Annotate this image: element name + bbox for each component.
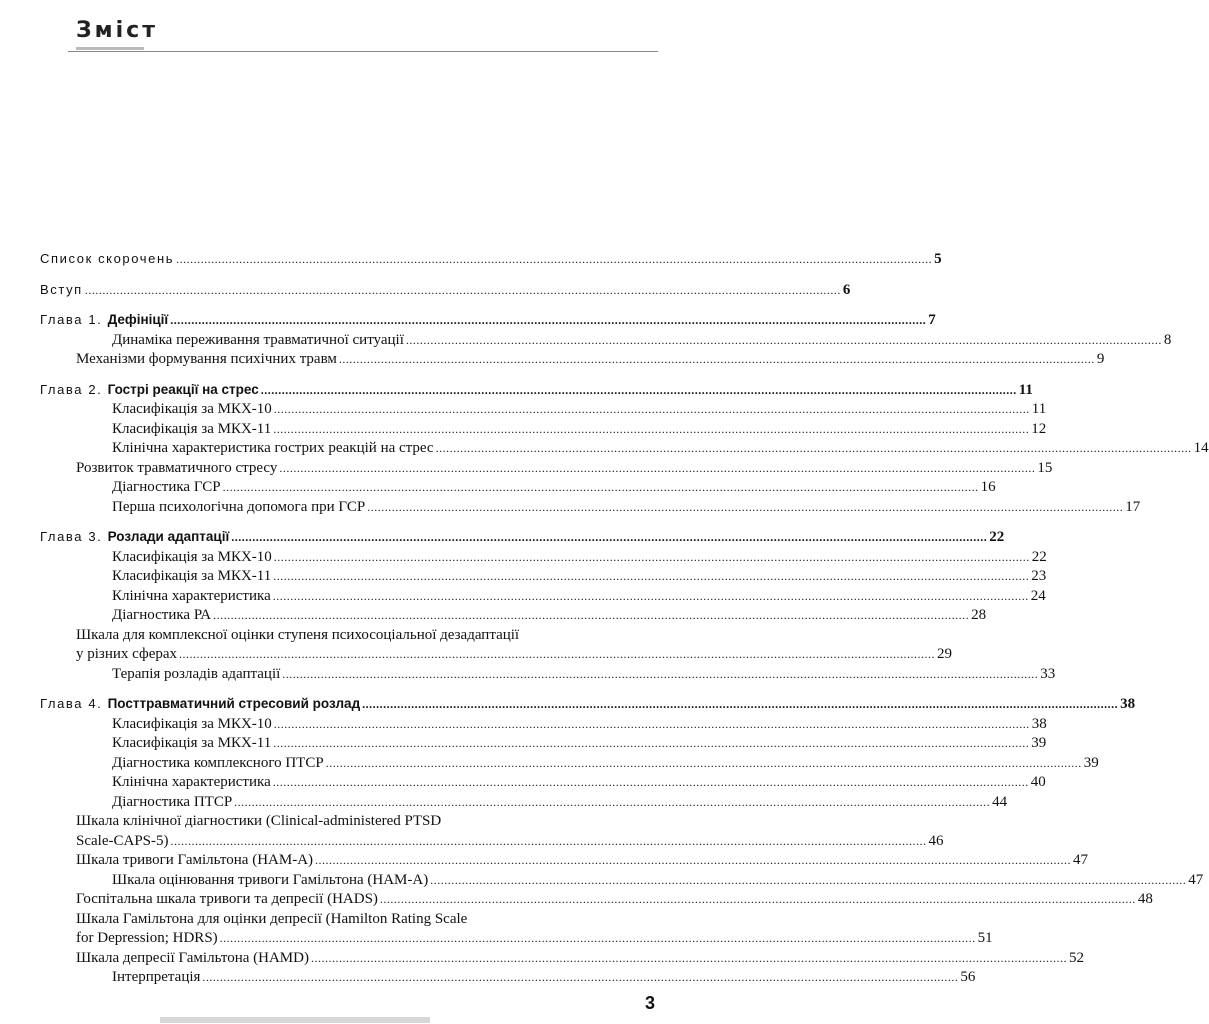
toc-page-number: 17 — [1125, 498, 1141, 515]
toc-entry[interactable] — [40, 568, 1047, 588]
toc-entry-label: Клінічна характеристика гострих реакцій на стрес — [112, 440, 434, 456]
toc-page-number: 11 — [1031, 401, 1047, 417]
toc-entry-abbreviations[interactable] — [40, 251, 942, 271]
toc-chapter-label — [40, 312, 168, 327]
toc-chapter-1[interactable] — [40, 312, 936, 332]
toc-entry-intro[interactable] — [40, 281, 851, 302]
toc-page-number: 11 — [1018, 381, 1033, 398]
footer-fragment — [160, 1017, 430, 1023]
toc-entry[interactable] — [40, 548, 1047, 569]
toc-entry-label: у різних сферах — [76, 646, 178, 662]
toc-page-number: 39 — [1083, 754, 1099, 771]
toc-page-number: 5 — [934, 251, 942, 267]
toc-page-number: 8 — [1163, 331, 1172, 348]
toc-entry-label: Діагностика ПТСР — [112, 793, 233, 810]
toc-leader — [367, 500, 1123, 515]
toc-leader — [220, 931, 976, 946]
chapter-title: Дефініції — [107, 312, 169, 327]
page-title: Зміст — [76, 18, 158, 43]
toc-entry-label: Класифікація за МКХ-11 — [112, 568, 272, 584]
page-header — [0, 0, 731, 60]
toc-leader — [213, 608, 969, 623]
toc-entry-label: Діагностика комплексного ПТСР — [112, 754, 324, 771]
toc-page-number: 47 — [1073, 852, 1089, 868]
toc-leader — [179, 647, 935, 662]
toc-leader — [436, 441, 1192, 456]
toc-leader — [406, 333, 1162, 348]
chapter-title: Гострі реакції на стрес — [107, 381, 259, 397]
toc-leader — [273, 569, 1029, 584]
toc-page-number: 24 — [1030, 587, 1046, 604]
toc-entry[interactable] — [40, 401, 1047, 421]
toc-entry-line1: Шкала Гамільтона для оцінки депресії (Hamilton Rating Scale — [76, 910, 468, 927]
toc-entry-label: for Depression; HDRS) — [76, 930, 218, 946]
toc-chapter-4[interactable] — [40, 696, 1136, 716]
toc-entry-label: Інтерпретація — [112, 969, 201, 985]
toc-entry-label: Механізми формування психічних травм — [76, 351, 337, 367]
chapter-prefix: Глава 4. — [40, 696, 103, 711]
toc-entry[interactable] — [40, 754, 1099, 775]
toc-entry[interactable] — [40, 440, 1209, 460]
toc-leader — [170, 313, 926, 328]
toc-entry-label: Діагностика РА — [112, 607, 212, 623]
toc-entry-label: Розвиток травматичного стресу — [76, 459, 278, 476]
toc-chapter-3[interactable] — [40, 529, 1005, 549]
toc-leader — [315, 853, 1071, 868]
toc-entry[interactable] — [40, 459, 1053, 480]
toc-leader — [362, 697, 1118, 712]
toc-group-chapter-3 — [40, 529, 1056, 685]
toc-entry[interactable] — [40, 852, 1089, 872]
toc-page-number: 52 — [1068, 949, 1084, 966]
chapter-prefix: Глава 1. — [40, 312, 103, 327]
toc-page-number: 22 — [1031, 548, 1047, 565]
toc-entry-line1: Шкала для комплексної оцінки ступеня психосоціальної дезадаптації — [76, 626, 520, 643]
toc-entry[interactable] — [40, 735, 1047, 755]
toc-leader — [261, 383, 1017, 398]
toc-entry-label: Терапія розладів адаптації — [112, 665, 281, 682]
toc-entry-label: Клінічна характеристика — [112, 774, 271, 790]
toc-page-number: 9 — [1096, 351, 1105, 367]
toc-chapter-2[interactable] — [40, 381, 1033, 402]
toc-entry-label: Діагностика ГСР — [112, 479, 221, 495]
toc-entry-label: Класифікація за МКХ-10 — [112, 548, 272, 565]
toc-entry[interactable] — [40, 774, 1046, 794]
toc-leader — [380, 892, 1136, 907]
toc-entry[interactable] — [40, 420, 1047, 441]
toc-chapter-label — [40, 382, 259, 397]
toc-entry[interactable] — [40, 871, 1204, 892]
toc-entry[interactable] — [40, 498, 1141, 519]
toc-page-number: 47 — [1188, 871, 1204, 888]
toc-leader — [231, 530, 987, 545]
toc-leader — [279, 461, 1035, 476]
toc-page-number: 23 — [1031, 568, 1047, 584]
toc-group-chapter-4 — [40, 696, 1204, 989]
toc-page-number: 56 — [960, 969, 976, 985]
toc-leader — [311, 951, 1067, 966]
toc-entry[interactable] — [40, 891, 1153, 911]
toc-page-number: 38 — [1031, 715, 1047, 732]
toc-page-number: 51 — [977, 930, 993, 946]
toc-entry[interactable] — [40, 665, 1056, 686]
toc-page-number: 46 — [928, 832, 944, 849]
toc-entry-label: Класифікація за МКХ-10 — [112, 401, 272, 417]
toc-leader — [176, 252, 932, 267]
toc-page-number: 22 — [989, 529, 1005, 545]
header-rule — [68, 51, 658, 52]
toc-entry-label: Класифікація за МКХ-10 — [112, 715, 272, 732]
toc-page-number: 39 — [1031, 735, 1047, 751]
toc-entry-label: Шкала оцінювання тривоги Гамільтона (НАМ-А) — [112, 871, 429, 888]
toc-entry-label: Госпітальна шкала тривоги та депресії (HADS) — [76, 891, 378, 907]
toc-entry-label: Класифікація за МКХ-11 — [112, 420, 272, 437]
toc-entry-label: Шкала тривоги Гамільтона (НАМ-А) — [76, 852, 314, 868]
toc-entry[interactable] — [40, 715, 1047, 736]
chapter-prefix: Глава 3. — [40, 529, 103, 544]
toc-entry-label: Динаміка переживання травматичної ситуації — [112, 331, 404, 348]
table-of-contents — [40, 251, 1209, 1000]
toc-entry[interactable] — [40, 587, 1046, 608]
toc-leader — [430, 873, 1186, 888]
toc-leader — [171, 834, 927, 849]
toc-entry-label: Перша психологічна допомога при ГСР — [112, 498, 366, 515]
toc-entry[interactable] — [40, 607, 987, 627]
toc-leader — [273, 736, 1029, 751]
toc-page-number: 48 — [1137, 891, 1153, 907]
toc-page-number: 38 — [1120, 696, 1136, 712]
toc-entry[interactable] — [40, 793, 1008, 814]
toc-leader — [326, 756, 1082, 771]
title-underline — [76, 47, 144, 50]
toc-leader — [273, 775, 1029, 790]
toc-page-number: 14 — [1193, 440, 1209, 456]
toc-leader — [85, 283, 841, 298]
toc-entry[interactable] — [40, 479, 996, 499]
toc-chapter-label — [40, 696, 360, 711]
toc-entry[interactable] — [40, 351, 1105, 371]
toc-page-number: 15 — [1037, 459, 1053, 476]
toc-entry-label: Шкала депресії Гамільтона (HAMD) — [76, 949, 309, 966]
toc-page-number: 16 — [980, 479, 996, 495]
toc-page-number: 7 — [928, 312, 936, 328]
toc-leader — [223, 480, 979, 495]
toc-entry-label: Класифікація за МКХ-11 — [112, 735, 272, 751]
chapter-prefix: Глава 2. — [40, 381, 103, 397]
toc-leader — [339, 352, 1095, 367]
toc-leader — [274, 717, 1030, 732]
toc-leader — [202, 970, 958, 985]
toc-page-number: 6 — [842, 281, 851, 298]
page-number: 3 — [645, 993, 656, 1013]
toc-leader — [273, 422, 1029, 437]
toc-leader — [274, 550, 1030, 565]
toc-entry[interactable] — [40, 949, 1084, 970]
toc-entry[interactable] — [40, 969, 976, 989]
toc-entry-line1: Шкала клінічної діагностики (Clinical-administered PTSD — [76, 813, 442, 829]
toc-entry[interactable] — [40, 832, 944, 853]
toc-page-number: 12 — [1031, 420, 1047, 437]
toc-leader — [273, 589, 1029, 604]
toc-group-chapter-2 — [40, 381, 1209, 519]
toc-page-number: 29 — [937, 646, 953, 662]
toc-leader — [274, 402, 1030, 417]
toc-page-number: 40 — [1030, 774, 1046, 790]
toc-page-number: 28 — [971, 607, 987, 623]
toc-entry[interactable] — [40, 331, 1172, 352]
toc-chapter-label — [40, 529, 229, 544]
toc-group-intro — [40, 281, 851, 302]
toc-page-number: 44 — [992, 793, 1008, 810]
toc-group-chapter-1 — [40, 312, 1172, 371]
toc-leader — [282, 667, 1038, 682]
chapter-title: Посттравматичний стресовий розлад — [107, 696, 361, 711]
toc-entry-label: Вступ — [40, 281, 83, 297]
toc-entry[interactable] — [40, 930, 993, 950]
toc-page-number: 33 — [1040, 665, 1056, 682]
toc-entry-label: Scale-CAPS-5) — [76, 832, 169, 849]
toc-group-abbreviations — [40, 251, 942, 271]
chapter-title: Розлади адаптації — [107, 529, 230, 544]
toc-entry-label: Клінічна характеристика — [112, 587, 271, 604]
toc-entry[interactable] — [40, 646, 953, 666]
toc-entry-label: Список скорочень — [40, 251, 175, 266]
toc-leader — [234, 795, 990, 810]
